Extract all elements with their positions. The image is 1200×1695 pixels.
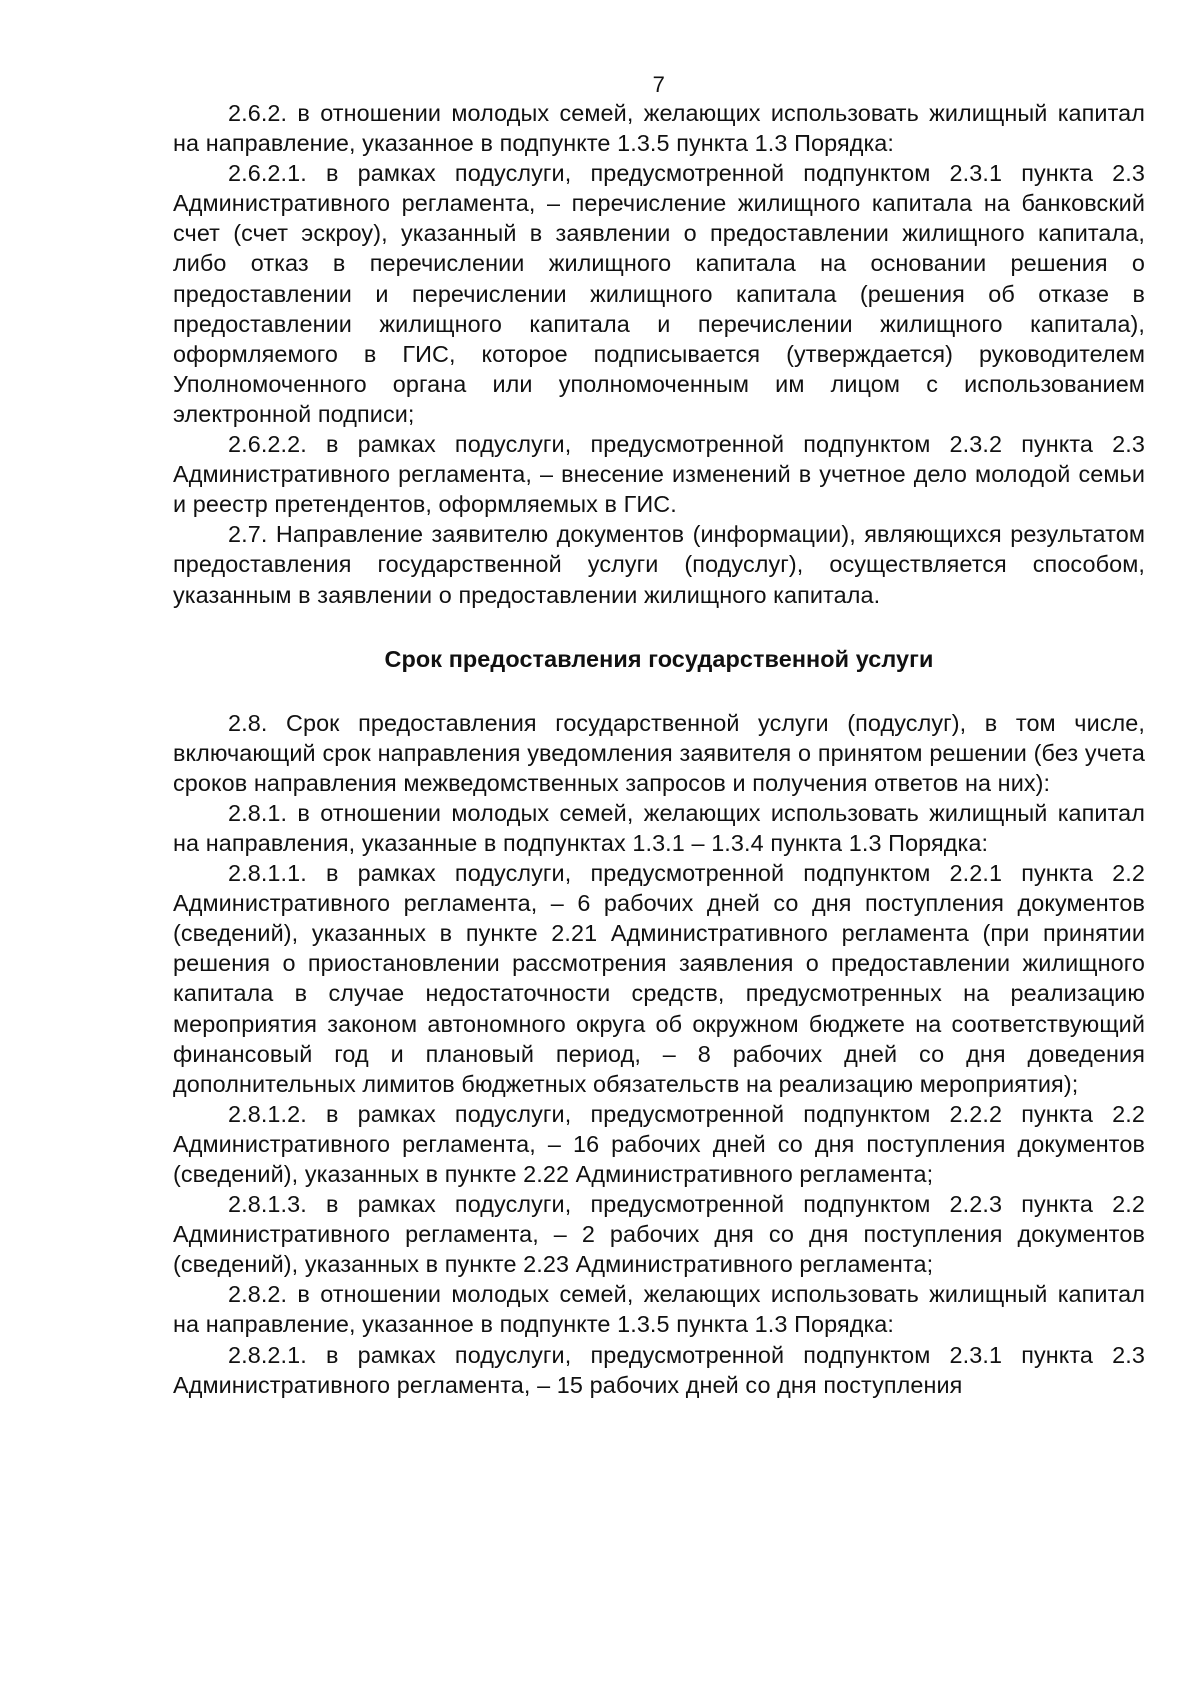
paragraph-2-8-1-3: 2.8.1.3. в рамках подуслуги, предусмотренной подпунктом 2.2.3 пункта 2.2 Административного регламента, – 2 рабочих дня со дня поступления документов (сведений), указанных в пункте 2.23 Административного регламента; — [173, 1191, 1145, 1278]
paragraph-2-8-1: 2.8.1. в отношении молодых семей, желающих использовать жилищный капитал на направления, указанные в подпунктах 1.3.1 – 1.3.4 пункта 1.3 Порядка: — [173, 799, 1145, 856]
paragraph-2-8: 2.8. Срок предоставления государственной услуги (подуслуг), в том числе, включающий срок направления уведомления заявителя о принятом решении (без учета сроков направления межведомственных запросов и получения ответов на них): — [173, 709, 1145, 796]
paragraph-2-6-2: 2.6.2. в отношении молодых семей, желающих использовать жилищный капитал на направление, указанное в подпункте 1.3.5 пункта 1.3 Порядка: — [173, 100, 1145, 157]
paragraph-2-6-2-1: 2.6.2.1. в рамках подуслуги, предусмотренной подпунктом 2.3.1 пункта 2.3 Административного регламента, – перечисление жилищного капитала на банковский счет (счет эскроу), указанный в заявлении о предоставлении жилищного капитала, либо отказ в перечислении жилищного капитала на основании решения о предоставлении и перечислении жилищного капитала (решения об отказе в предоставлении жилищного капитала и перечислении жилищного капитала), оформляемого в ГИС, которое подписывается (утверждается) руководителем Уполномоченного органа или уполномоченным им лицом с использованием электронной подписи; — [173, 160, 1145, 427]
section-title: Срок предоставления государственной услуги — [384, 645, 934, 672]
paragraph-2-6-2-2: 2.6.2.2. в рамках подуслуги, предусмотренной подпунктом 2.3.2 пункта 2.3 Административного регламента, – внесение изменений в учетное дело молодой семьи и реестр претендентов, оформляемых в ГИС. — [173, 431, 1145, 518]
paragraph-2-8-1-1: 2.8.1.1. в рамках подуслуги, предусмотренной подпунктом 2.2.1 пункта 2.2 Административного регламента, – 6 рабочих дней со дня поступления документов (сведений), указанных в пункте 2.21 Административного регламента (при принятии решения о приостановлении рассмотрения заявления о предоставлении жилищного капитала в случае недостаточности средств, предусмотренных на реализацию мероприятия законом автономного округа об окружном бюджете на соответствующий финансовый год и плановый период, – 8 рабочих дней со дня доведения дополнительных лимитов бюджетных обязательств на реализацию мероприятия); — [173, 860, 1145, 1097]
paragraph-2-8-2: 2.8.2. в отношении молодых семей, желающих использовать жилищный капитал на направление, указанное в подпункте 1.3.5 пункта 1.3 Порядка: — [173, 1281, 1145, 1338]
page-number: 7 — [652, 72, 666, 97]
paragraph-2-7: 2.7. Направление заявителю документов (информации), являющихся результатом предоставления государственной услуги (подуслуг), осуществляется способом, указанным в заявлении о предоставлении жилищного капитала. — [173, 521, 1145, 608]
paragraph-2-8-1-2: 2.8.1.2. в рамках подуслуги, предусмотренной подпунктом 2.2.2 пункта 2.2 Административного регламента, – 16 рабочих дней со дня поступления документов (сведений), указанных в пункте 2.22 Административного регламента; — [173, 1100, 1145, 1187]
document-page — [173, 72, 1145, 1400]
paragraph-2-8-2-1: 2.8.2.1. в рамках подуслуги, предусмотренной подпунктом 2.3.1 пункта 2.3 Административного регламента, – 15 рабочих дней со дня поступления — [173, 1341, 1145, 1398]
